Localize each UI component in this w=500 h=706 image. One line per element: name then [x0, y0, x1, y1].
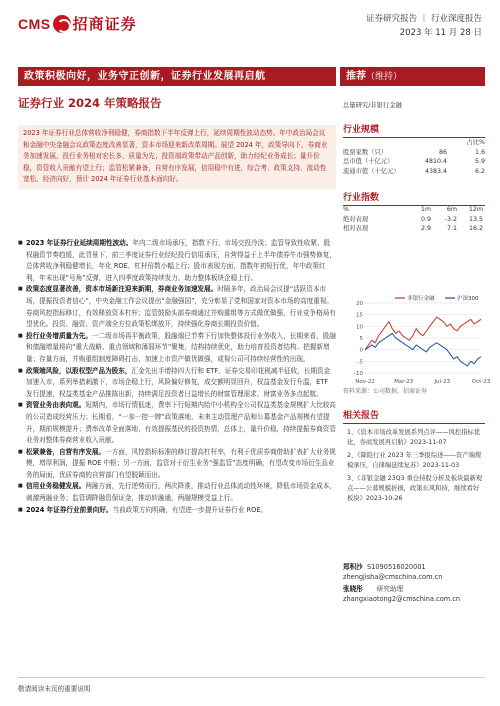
section-title-scale: 行业规模	[343, 122, 485, 138]
y-tick-label: 10	[356, 324, 363, 331]
bullet-item	[18, 238, 336, 284]
analyst-entry	[343, 562, 485, 582]
table-header-row: % 1m 6m 12m	[343, 206, 483, 213]
page-footer: 敬请阅读末页的重要说明	[18, 677, 485, 693]
table-row: 流通市值（十亿元） 4383.4 6.2	[343, 167, 485, 175]
rating-detail: （维持）	[366, 72, 403, 82]
page-title: 证券行业 2024 年策略报告	[18, 96, 162, 110]
bullet-text: 汇金先出手增持四大行和 ETF，证券交易印花税减半征收，长期资金加速入市，系列举措刺激下，市场企稳上行，风险偏好修复，成交额明显回升，权益基金发行升温，ETF 发行提速，权益类基金产品推陈出新，持续满足投资者日益增长的财富管理需求，财富业务多点起航。	[26, 366, 331, 398]
bullet-text: 两融方面，先行逆势而行，两次降准，推动行业总体流动性环境，降低市场资金成本，刺激两融业务；监管调降融资保证金，推动转融通，两融规模受益上行。	[26, 482, 336, 503]
scale-table	[343, 138, 485, 176]
logo-text-en: CMS	[18, 15, 51, 32]
table-header-row	[343, 138, 485, 148]
x-tick-label: Nov-22	[355, 379, 375, 385]
index-chart	[343, 293, 491, 385]
analyst-email[interactable]: zhangxiaotong2@cmschina.com.cn	[343, 595, 461, 603]
bullet-lead: 投行业务增质量为先。	[26, 331, 92, 340]
related-report-link[interactable]: 1、《资本市场改革发展系列点评——风控指标优化，券商发展再启航》2023-11-07	[347, 429, 481, 446]
column-header: 占比%	[466, 139, 485, 146]
table-row: 总市值（十亿元） 4810.4 5.9	[343, 158, 485, 165]
legend-label: 沪深300	[457, 296, 479, 302]
y-tick-label: 5	[359, 336, 363, 342]
rating-label: 推荐	[346, 71, 366, 82]
x-tick-label: Oct-23	[471, 379, 491, 385]
bullet-text: 一二级市场再平衡政策，股融端已节奏下行加快整体投行业务收入，长期来看，股融和债融增量将向“重大战略、重点领域和薄弱环节”聚集，结构持续优化，助力培育投资者结构、把握新增量；存量方面，并购重组制度障碍打击，加速上市资产做优做强，或视公司可持续经营性的出现。	[26, 331, 336, 363]
bullet-text: 短期内，市场行情低迷，费率下行短期内给中小机构全公司权益类基金规模扩大比较高的公司造成经营压力；长期看，“一参一控一牌”政策落地，未来主动管理产品和公募基金产品规模有望提升，期前规模提升；费率改革全面落地，有效提振基民的投资热情，总体上，量升价稳，持续提振券商资管业务对整体券商营业收入贡献。	[26, 401, 336, 445]
bullet-list	[18, 238, 336, 516]
bullet-text: 时隔多年，政治局会议提“活跃资本市场，提振投资者信心”，中央金融工作会议提出“金融强国”，充分彰显了党和国家对资本市场的高度重视。券商风控指标修订，有效释放资本杠杆；监管鼓励头部券商通过并购重组等方式做优做强，行业竞争格局有望优化。投资、融资、资产端全方位政策松绑放开，持续强化券商长期投资价值。	[26, 285, 336, 329]
index-chart-svg	[343, 293, 491, 385]
analyst-name: 郑积沙	[343, 563, 363, 571]
related-reports	[343, 428, 485, 507]
bullet-text: 当前政策方向明确，有望进一步提升证券行业 ROE。	[112, 505, 268, 514]
bullet-item	[18, 366, 336, 401]
header-meta	[366, 12, 482, 40]
table-row: 股票家数（只） 86 1.6	[343, 148, 485, 156]
y-tick-label: -5	[357, 359, 363, 366]
headline-banner: 政策积极向好，业务守正创新，证券行业发展再启航	[18, 67, 336, 86]
table-row: 绝对表现 0.9 -3.2 13.5	[343, 215, 483, 223]
x-tick-label: Mar-23	[394, 379, 414, 385]
report-date: 2023 年 11 月 28 日	[399, 28, 482, 38]
bullet-lead: 2024 年证券行业前景向好。	[26, 505, 113, 514]
y-tick-label: 15	[356, 312, 363, 319]
bullet-lead: 政策端风险，以股权型产品为股东，	[26, 366, 132, 375]
analyst-name: 张晓彤	[343, 585, 363, 593]
sector-label: 总量研究/非银行金融	[343, 102, 402, 109]
bullet-item	[18, 505, 336, 517]
y-tick-label: -10	[354, 371, 363, 377]
rating-banner	[340, 67, 485, 86]
summary-box: 2023 年证券行业总体营收净利稳健，券商指数下半年反弹上行，延续周期性波动态势。年中政治局会议和金融中央金融会议政策态度改善显著，资本市场迎来新改革周期。展望 2024 年，政策导向下，券商业务加速发展，投行业务相对宏长多、质量为先；投资端政策带动产品创新，助力经纪业务成长；量升价稳，资管收入贡献有望上行；监管松紧兼备，自营有序发展，信用稳中有进，综合考、政策支持、流动性宽松、经济向好，预计 2024 年证券行业基本面向好。	[18, 125, 336, 189]
y-tick-label: 0	[359, 347, 363, 354]
analyst-email[interactable]: zhengjisha@cmschina.com.cn	[343, 573, 443, 581]
legend-label: 非银行金融	[407, 296, 435, 302]
bullet-item	[18, 331, 336, 366]
bullet-lead: 政策态度显著改善，资本市场新注迎来新期，券商业务加速发展。	[26, 285, 218, 294]
logo-mark-icon	[53, 15, 71, 33]
analyst-role: 研究助理	[376, 585, 404, 593]
report-type: 证券研究报告 ｜ 行业深度报告	[366, 14, 482, 24]
index-table	[343, 205, 485, 234]
bullet-item	[18, 284, 336, 330]
section-title-related: 相关报告	[343, 408, 485, 424]
bullet-lead: 信用业务稳健发展。	[26, 482, 86, 491]
x-tick-label: Jul-23	[434, 379, 451, 385]
bullet-text: 一方面，风控指标标准的修订提高杠杆率，有利于优质券商借助扩表扩大业务规模，增厚利润，提振 ROE 中枢；另一方面，监管对于衍生业务“强监管”态度明确，有望改变市场衍生品业务的局面，优质券商的自营部门有望脱颖而出。	[26, 447, 336, 479]
analyst-id: S1090516020001	[366, 563, 426, 571]
analyst-entry	[343, 584, 485, 604]
bullet-item	[18, 481, 336, 504]
y-tick-label: 20	[356, 301, 363, 307]
bullet-lead: 松紧兼备，自营有序发展。	[26, 447, 106, 456]
bullet-lead: 2023 年证券行业延续周期性波动。	[26, 239, 133, 247]
series-line	[365, 317, 481, 350]
related-report-link[interactable]: 2、《降险行业 2023 年三季报综述——资产端规模承压，自律端延续复苏》2023-11-03	[347, 452, 482, 469]
related-report-link[interactable]: 3、《非银金融 23Q3 重仓持股分析及板块最新观点——公募规模折损，政策东风和持，继续看好板块》2023-10-26	[347, 475, 483, 502]
bullet-text: 年内二级市场承压，指数下行，市场交投冷淡；监管导致性收紧、股权融资节奏趋缓，此背景下，前三季度证券行业经纪投行信用承压，自营得益于上半年债券牛市强势修复，总体营收净利稳健增长，年化 ROE、杠杆倍数小幅上行；股市表现方面，指数年初短行优，年中政策红利，年末出现“号角”反弹，进入四季度政策持续发力，助力整体板块企稳上行。	[26, 239, 336, 282]
logo-text-cn: 招商证券	[72, 15, 137, 33]
table-row: 相对表现 2.9 7.1 16.2	[343, 225, 483, 232]
cms-logo	[18, 13, 137, 34]
bullet-lead: 资管业务由表向观。	[26, 401, 86, 410]
bullet-item	[18, 400, 336, 446]
analyst-block	[343, 562, 485, 606]
page-header	[0, 0, 500, 50]
bullet-item	[18, 447, 336, 482]
chart-source: 资料来源：公司数据、招商证券	[343, 388, 428, 395]
section-title-index: 行业指数	[343, 190, 485, 206]
